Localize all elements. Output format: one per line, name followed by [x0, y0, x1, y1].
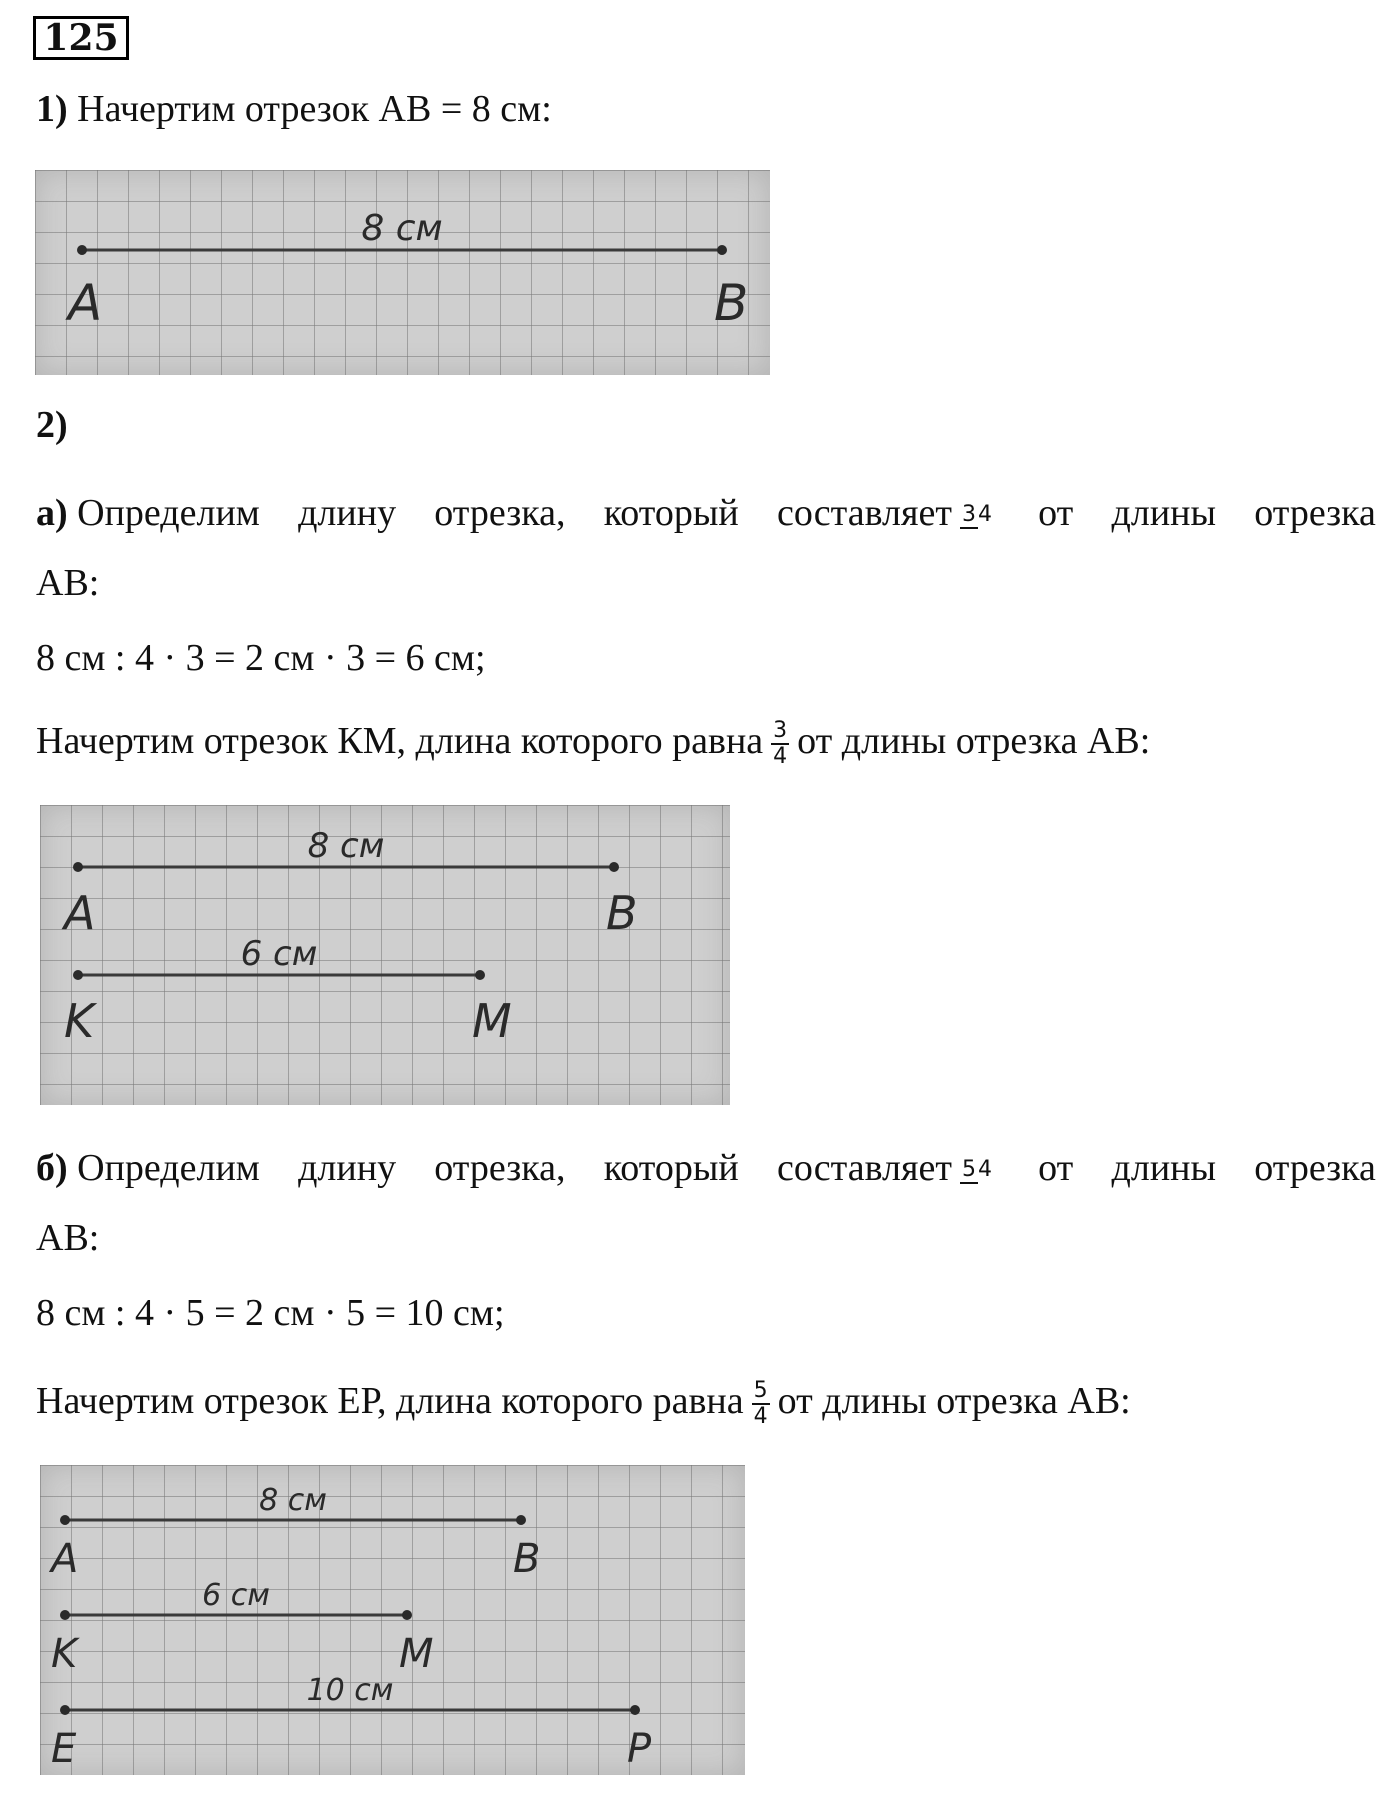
word: от — [1038, 1147, 1074, 1189]
word: длину — [298, 1147, 397, 1189]
segment-start-point — [60, 1610, 70, 1620]
figure-segment-ab — [35, 170, 770, 375]
segment-end-point — [630, 1705, 640, 1715]
word: отрезка, — [434, 492, 566, 534]
word: отрезка, — [434, 1147, 566, 1189]
fraction-5-4 — [960, 1158, 992, 1184]
fraction-5-4 — [752, 1379, 770, 1429]
fraction-3-4 — [960, 503, 992, 529]
figure-1-drawing — [35, 170, 770, 375]
segment-start-point — [77, 245, 87, 255]
point-label: P — [627, 1726, 652, 1772]
segment-end-point — [475, 970, 485, 980]
segment-start-point — [73, 862, 83, 872]
segment-start-point — [60, 1705, 70, 1715]
point-label: B — [606, 886, 638, 940]
point-label: K — [64, 994, 95, 1048]
point-label: A — [68, 274, 103, 332]
word: длины — [1111, 1147, 1217, 1189]
point-label: B — [714, 274, 749, 332]
segment-length-label: 10 см — [306, 1673, 394, 1708]
figure-segments-ab-km — [40, 805, 730, 1105]
segment-end-point — [516, 1515, 526, 1525]
part2b-draw — [36, 1378, 1131, 1429]
point-label: A — [51, 1536, 79, 1582]
word: Определим — [77, 1147, 260, 1189]
part2a-draw — [36, 718, 1150, 769]
segment-length-label: 8 см — [361, 208, 443, 249]
part1-line — [36, 86, 552, 132]
part2a-cont: АВ: — [36, 562, 100, 604]
part2b-calc: 8 см : 4 · 5 = 2 см · 5 = 10 см; — [36, 1292, 505, 1334]
part2a-draw-post: от длины отрезка АВ: — [797, 720, 1151, 762]
part2a-calc: 8 см : 4 · 3 = 2 см · 3 = 6 см; — [36, 637, 486, 679]
fraction-numerator: 3 — [961, 502, 976, 528]
part1-label: 1) — [36, 88, 68, 130]
word: отрезка — [1254, 1147, 1376, 1189]
segment-length-label: 6 см — [202, 1578, 270, 1613]
segment-start-point — [60, 1515, 70, 1525]
point-label: A — [64, 886, 96, 940]
part2a-label: а) — [36, 492, 68, 534]
word: отрезка — [1254, 492, 1376, 534]
part2b-draw-pre: Начертим отрезок ЕР, длина которого равна — [36, 1380, 744, 1422]
part2b-cont: АВ: — [36, 1217, 100, 1259]
word: Определим — [77, 492, 260, 534]
fraction-3-4 — [771, 719, 789, 769]
fraction-numerator: 3 — [773, 718, 788, 744]
fraction-denominator: 4 — [753, 1404, 768, 1430]
word: составляет — [776, 1147, 952, 1189]
fraction-denominator: 4 — [773, 744, 788, 770]
part1-text: Начертим отрезок АВ = 8 см: — [77, 88, 552, 130]
segment-length-label: 8 см — [307, 826, 385, 866]
segment-length-label: 6 см — [240, 934, 318, 974]
segment-end-point — [717, 245, 727, 255]
word: составляет — [776, 492, 952, 534]
part2-label — [36, 402, 68, 448]
fraction-denominator: 4 — [977, 502, 992, 528]
point-label: M — [472, 994, 512, 1048]
point-label: K — [51, 1631, 78, 1677]
fraction-denominator: 4 — [977, 1157, 992, 1183]
segment-length-label: 8 см — [259, 1483, 327, 1518]
word: длины — [1111, 492, 1217, 534]
segment-end-point — [402, 1610, 412, 1620]
point-label: M — [399, 1631, 434, 1677]
part2b-draw-post: от длины отрезка АВ: — [777, 1380, 1131, 1422]
segment-end-point — [609, 862, 619, 872]
point-label: E — [51, 1726, 77, 1772]
figure-2-drawing — [40, 805, 730, 1105]
fraction-numerator: 5 — [753, 1378, 768, 1404]
fraction-numerator: 5 — [961, 1157, 976, 1183]
segment-start-point — [73, 970, 83, 980]
part2b-intro — [36, 1145, 1376, 1191]
part2a-intro — [36, 490, 1376, 536]
word: который — [603, 1147, 739, 1189]
word: который — [603, 492, 739, 534]
task-number: 125 — [33, 16, 129, 60]
figure-3-drawing — [40, 1465, 745, 1775]
part2b-label: б) — [36, 1147, 68, 1189]
part2a-draw-pre: Начертим отрезок КМ, длина которого равна — [36, 720, 764, 762]
figure-segments-ab-km-ep — [40, 1465, 745, 1775]
word: длину — [298, 492, 397, 534]
word: от — [1038, 492, 1074, 534]
part2-label-text: 2) — [36, 404, 68, 446]
point-label: B — [513, 1536, 541, 1582]
